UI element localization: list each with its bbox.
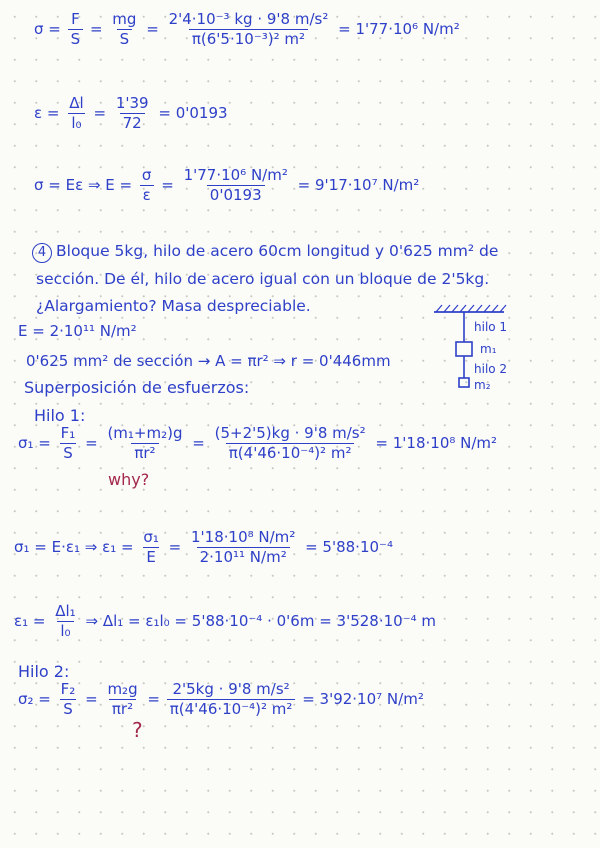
ceiling-hatch [436,305,506,312]
equation-young-modulus: σ = Eε ⇒ E = $\frac{\sigma}{\varepsilon}$ = $\frac{\text{1'77·10⁶ N/m²}}{0'0193}$ = 9'17·10⁷ N/m² [34,166,420,204]
given-young-modulus: E = 2·10¹¹ N/m² [18,322,137,340]
eq3-fraction-sigma-eps: $\frac{\sigma}{\varepsilon}$ [139,168,155,203]
eq3-result: = 9'17·10⁷ N/m² [297,176,420,194]
eq1-lhs: σ = [34,20,61,38]
block-m2 [459,378,469,387]
hilo2-result: = 3'92·10⁷ N/m² [302,690,424,708]
equation-stress-hilo-1: σ₁ = $\frac{\text{F₁}}{S}$ = $\frac{\text{(m₁+m₂)g}}{\text{πr²}}$ = $\frac{\text{(5+2'5)kg · 9'8 m/s²}}{\text{π(4'46·10⁻⁴)² m²}}$ = 1'18·10⁸ N/m² [18,424,498,462]
eq2-fraction-dl-l0: $\frac{\Delta l}{\text{l₀}}$ [69,94,84,132]
method-superposition: Superposición de esfuerzos: [24,378,250,397]
equation-strain: ε = $\frac{\Delta l}{\text{l₀}}$ = $\frac{1'39}{72}$ = 0'0193 [34,94,228,132]
problem-number-badge: 4 [32,243,52,263]
hilo1-fraction-masses: $\frac{\text{(m₁+m₂)g}}{\text{πr²}}$ [107,424,183,462]
label-m1: m₁ [480,342,497,356]
eq5-fraction-values: $\frac{\text{1'18·10⁸ N/m²}}{\text{2·10¹¹ N/m²}}$ [191,528,296,566]
problem-statement-line-3: ¿Alargamiento? Masa despreciable. [36,297,311,315]
hanging-blocks-diagram [428,302,538,394]
hilo-1-heading: Hilo 1: [34,406,86,425]
note-why: why? [108,470,150,489]
eq5-fraction-sigma-e: $\frac{\text{σ₁}}{E}$ [143,528,159,566]
given-section-radius: 0'625 mm² de sección → A = πr² ⇒ r = 0'446mm [26,352,391,370]
eq3-fraction-values: $\frac{\text{1'77·10⁶ N/m²}}{0'0193}$ [183,166,288,204]
hilo2-fraction-f2-s: $\frac{\text{F₂}}{S}$ [60,680,76,718]
hilo1-fraction-values: $\frac{\text{(5+2'5)kg · 9'8 m/s²}}{\text{π(4'46·10⁻⁴)² m²}}$ [214,424,366,462]
eq6-result: ⇒ Δl₁ = ε₁l₀ = 5'88·10⁻⁴ · 0'6m = 3'528·10⁻⁴ m [85,612,437,630]
problem-statement-line-1: 4 Bloque 5kg, hilo de acero 60cm longitud y 0'625 mm² de [32,243,498,263]
hilo2-fraction-mass: $\frac{\text{m₂g}}{\text{πr²}}$ [107,680,138,718]
label-hilo-2: hilo 2 [474,362,508,376]
problem-statement-line-2: sección. De él, hilo de acero igual con un bloque de 2'5kg. [36,270,490,288]
eq1-fraction-values: $\frac{\text{2'4·10⁻³ kg · 9'8 m/s²}}{\text{π(6'5·10⁻³)² m²}}$ [168,10,329,48]
hilo1-result: = 1'18·10⁸ N/m² [375,434,498,452]
label-hilo-1: hilo 1 [474,320,508,334]
equation-elongation-hilo-1: ε₁ = $\frac{\text{Δl₁}}{\text{l₀}}$ ⇒ Δl₁ = ε₁l₀ = 5'88·10⁻⁴ · 0'6m = 3'528·10⁻⁴ m [14,602,437,640]
eq6-fraction-dl1-l0: $\frac{\text{Δl₁}}{\text{l₀}}$ [55,602,76,640]
hilo1-fraction-f1-s: $\frac{\text{F₁}}{S}$ [60,424,76,462]
hilo-2-heading: Hilo 2: [18,662,70,681]
equation-stress-1: σ = $\frac{F}{S}$ = $\frac{mg}{S}$ = $\frac{\text{2'4·10⁻³ kg · 9'8 m/s²}}{\text{π(6'5·10⁻³)² m²}}$ = 1'77·10⁶ N/m² [34,10,460,48]
eq1-fraction-mg-s: $\frac{mg}{S}$ [112,10,137,48]
equation-strain-hilo-1: σ₁ = E·ε₁ ⇒ ε₁ = $\frac{\text{σ₁}}{E}$ = $\frac{\text{1'18·10⁸ N/m²}}{\text{2·10¹¹ N/m²}}$ = 5'88·10⁻⁴ [14,528,393,566]
eq1-fraction-f-s: $\frac{F}{S}$ [68,12,84,47]
hilo2-fraction-values: $\frac{\text{2'5kg · 9'8 m/s²}}{\text{π(4'46·10⁻⁴)² m²}}$ [167,682,296,717]
eq2-result: = 0'0193 [158,104,228,122]
note-question-mark: ? [132,718,143,742]
block-m1 [456,342,472,356]
eq1-result: = 1'77·10⁶ N/m² [338,20,460,38]
equation-stress-hilo-2: σ₂ = $\frac{\text{F₂}}{S}$ = $\frac{\text{m₂g}}{\text{πr²}}$ = $\frac{\text{2'5kg · 9'8 m/s²}}{\text{π(4'46·10⁻⁴)² m²}}$ = 3'92·10⁷ N/m² [18,680,424,718]
eq2-fraction-values: $\frac{1'39}{72}$ [115,94,149,132]
eq5-result: = 5'88·10⁻⁴ [305,538,393,556]
label-m2: m₂ [474,378,491,392]
